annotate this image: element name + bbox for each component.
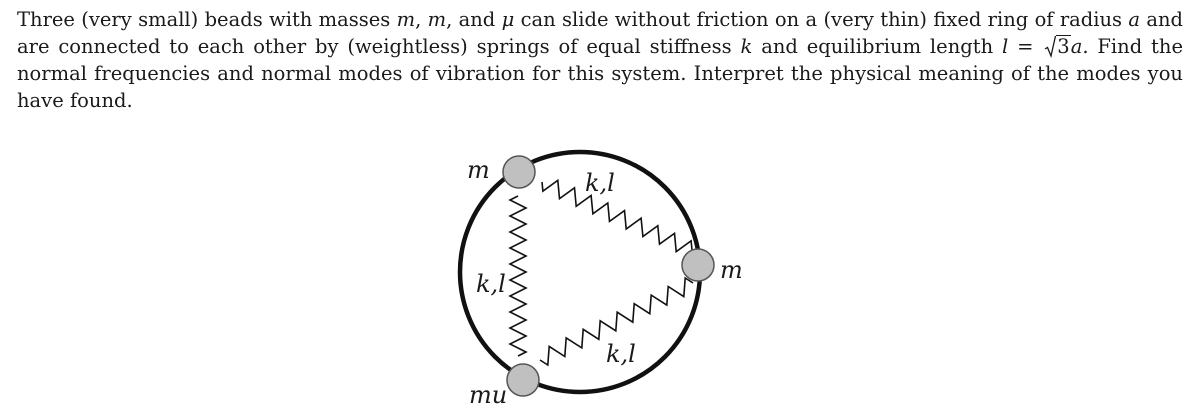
var-m: m [427, 8, 447, 31]
bead-top [503, 156, 535, 188]
text-seg: Three (very small) beads with masses [17, 8, 397, 31]
label-right-bead: m [720, 256, 743, 284]
text-seg: = [1008, 35, 1043, 58]
label-spring-left: k,l [476, 270, 506, 298]
var-l: l [1002, 35, 1009, 58]
text-seg: can slide without friction on a (very thin) fixed ring of radius [514, 8, 1129, 31]
bead-bottom [507, 364, 539, 396]
spring-left [510, 196, 526, 356]
var-mu: μ [501, 8, 515, 31]
var-m: m [396, 8, 416, 31]
var-a: a [1128, 8, 1141, 31]
text-seg: and equilibrium length [752, 35, 1002, 58]
label-bottom-bead: mu [469, 381, 508, 409]
label-top-bead: m [467, 156, 490, 184]
var-a: a [1070, 35, 1083, 58]
text-seg: and are connected to each other by (weightless) springs of equal stiffness [17, 8, 1183, 58]
text-seg: , and [446, 8, 502, 31]
text-seg: , [415, 8, 428, 31]
label-spring-top: k,l [585, 169, 615, 197]
text-seg: . Find the normal frequencies and normal modes of vibration for this system. Interpret the physical meaning of the modes you have found. [17, 35, 1183, 112]
label-spring-bottom: k,l [606, 340, 636, 368]
bead-right [682, 249, 714, 281]
sqrt-argument: 3 [1057, 35, 1070, 58]
var-k: k [740, 35, 753, 58]
